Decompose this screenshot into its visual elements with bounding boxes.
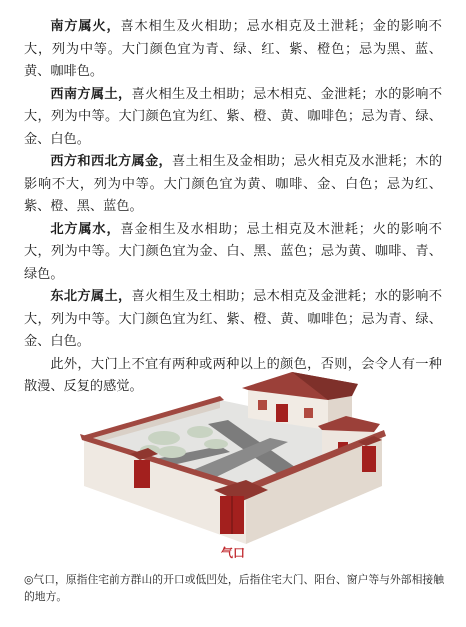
paragraph-text: 喜火相生及土相助；忌木相克及金泄耗；水的影响不大，列为中等。大门颜色宜为红、紫、橙、黄、咖啡色；忌为青、绿、金、白色。 xyxy=(24,289,443,349)
text-body xyxy=(24,16,442,399)
paragraph-heading: 西南方属土， xyxy=(50,86,132,102)
paragraph-northeast xyxy=(24,286,442,354)
paragraph-west-northwest xyxy=(24,151,442,219)
paragraph-heading: 东北方属土， xyxy=(50,289,132,304)
paragraph-text: 喜金相生及水相助；忌土相克及木泄耗；火的影响不大，列为中等。大门颜色宜为金、白、黑、蓝色；忌为黄、咖啡、青、绿色。 xyxy=(24,221,442,282)
footnote: ◎气口，原指住宅前方群山的开口或低凹处，后指住宅大门、阳台、窗户等与外部相接触的地方。 xyxy=(24,573,444,603)
paragraph-text: 喜火相生及土相助；忌木相克、金泄耗；水的影响不大，列为中等。大门颜色宜为红、紫、橙、黄、咖啡色；忌为青、绿、金、白色。 xyxy=(24,86,443,147)
courtyard-illustration xyxy=(70,368,400,550)
paragraph-text: 此外，大门上不宜有两种或两种以上的颜色，否则，会令人有一种散漫、反复的感觉。 xyxy=(24,356,442,394)
paragraph-heading: 南方属火， xyxy=(50,19,121,34)
paragraph-heading: 西方和西北方属金， xyxy=(50,154,173,169)
figure-caption: 气口 xyxy=(220,546,245,560)
paragraph-north xyxy=(24,219,442,287)
paragraph-text: 喜木相生及火相助；忌水相克及土泄耗；金的影响不大，列为中等。大门颜色宜为青、绿、红、紫、橙色；忌为黑、蓝、黄、咖啡色。 xyxy=(24,19,442,79)
paragraph-southwest xyxy=(24,84,442,152)
paragraph-heading: 北方属水， xyxy=(50,221,121,237)
paragraph-text: 喜土相生及金相助；忌火相克及水泄耗；木的影响不大，列为中等。大门颜色宜为黄、咖啡、金、白色；忌为红、紫、橙、黑、蓝色。 xyxy=(24,154,443,214)
paragraph-south xyxy=(24,16,442,84)
